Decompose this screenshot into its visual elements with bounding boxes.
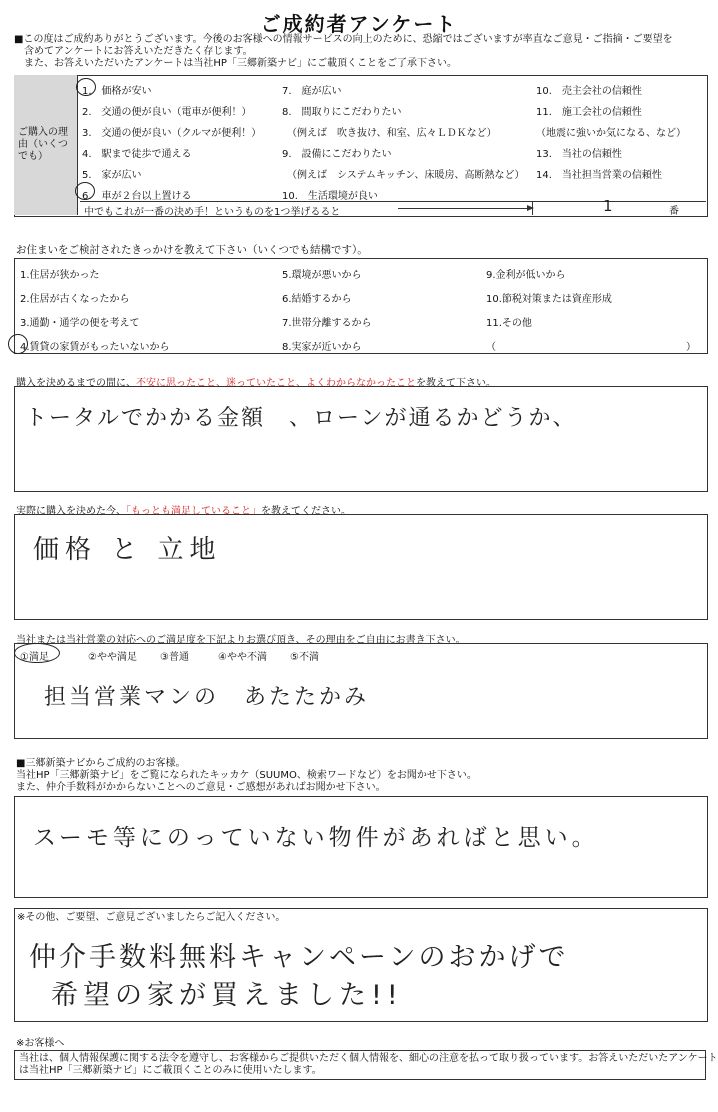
reason-item[interactable]: 7. 庭が広い [282, 86, 342, 97]
intro-line-3: また、お答えいただいたアンケートは当社HP「三郷新築ナビ」にご載頂くことをご了承下さい。 [14, 58, 457, 69]
q-satisfied-prefix: 実際に購入を決めた今、 [16, 506, 126, 517]
q-comments-answer-box[interactable] [14, 908, 708, 1022]
intro-text [14, 34, 704, 70]
triggers-question: お住まいをご検討されたきっかけを教えて下さい（いくつでも結構です）。 [16, 244, 368, 256]
q-satisfied-suffix: を教えてください。 [261, 506, 351, 517]
selection-circle-mark [75, 182, 95, 200]
q-source-line-2: 当社HP「三郷新築ナビ」をご覧になられたキッカケ（SUUMO、検索ワードなど）をお聞かせ下さい。 [16, 770, 477, 781]
arrow-right-icon [398, 208, 528, 209]
q-concerns-suffix: を教えて下さい。 [416, 378, 496, 389]
reason-item[interactable]: 10. 売主会社の信頼性 [536, 86, 642, 97]
trigger-item[interactable]: 11.その他 [486, 318, 532, 329]
trigger-item[interactable]: 8.実家が近いから [282, 342, 362, 353]
q-concerns-answer-box[interactable] [14, 386, 708, 492]
reason-item[interactable]: 11. 施工会社の信頼性 [536, 107, 642, 118]
reason-item: （例えば システムキッチン、床暖房、高断熱など） [282, 170, 525, 181]
q-source-answer-box[interactable] [14, 796, 708, 898]
footer-heading: ※お客様へ [16, 1038, 65, 1049]
footer-notice [14, 1050, 718, 1080]
q-source-line-1: ■三郷新築ナビからご成約のお客様。 [16, 758, 186, 769]
page-title: ご成約者アンケート [260, 12, 458, 36]
q-rating-answer: 担当営業マンの あたたかみ [44, 685, 370, 710]
q-source-answer: スーモ等にのっていない物件があればと思い。 [33, 825, 599, 851]
q-source-question [16, 758, 706, 794]
reason-item[interactable]: 9. 設備にこだわりたい [282, 149, 392, 160]
reason-item[interactable]: 6. 車が２台以上置ける [82, 191, 192, 202]
reason-item[interactable]: 1. 価格が安い [82, 86, 152, 97]
decisive-reason-unit: 番 [669, 206, 679, 217]
decisive-reason-row [80, 197, 706, 218]
decisive-reason-field[interactable] [532, 197, 707, 217]
rating-option[interactable]: ⑤不満 [290, 652, 319, 663]
q-concerns-highlight: 不安に思ったこと、迷っていたこと、よくわからなかったこと [136, 378, 416, 389]
q-rating-question: 当社または当社営業の対応へのご満足度を下記よりお選び頂き、その理由をご自由にお書き下さい。 [16, 635, 466, 646]
trigger-item[interactable]: 6.結婚するから [282, 294, 352, 305]
trigger-item[interactable]: 2.住居が古くなったから [20, 294, 130, 305]
trigger-item[interactable]: 9.金利が低いから [486, 270, 566, 281]
footer-line-1: 当社は、個人情報保護に関する法令を遵守し、お客様からご提供いただく個人情報を、細心の注意を払って取り扱っています。お答えいただいたアンケート [19, 1053, 718, 1064]
q-comments-answer-line-1: 仲介手数料無料キャンペーンのおかげで [29, 942, 569, 973]
reason-item[interactable]: 2. 交通の便が良い（電車が便利！） [82, 107, 252, 118]
trigger-item[interactable]: 4.賃貸の家賃がもったいないから [20, 342, 170, 353]
reason-item[interactable]: 5. 家が広い [82, 170, 142, 181]
purchase-reasons-label-cell [14, 75, 78, 215]
trigger-other-field[interactable]: （ ） [486, 342, 696, 353]
decisive-reason-value: 1 [603, 197, 613, 215]
q-source-line-3: また、仲介手数料がかからないことへのご意見・ご感想があればお聞かせ下さい。 [16, 782, 386, 793]
selection-circle-mark [14, 643, 60, 663]
reason-item[interactable]: 4. 駅まで徒歩で通える [82, 149, 192, 160]
purchase-reasons-label: ご購入の理由（いくつでも） [18, 127, 68, 162]
reason-item[interactable]: 13. 当社の信頼性 [536, 149, 622, 160]
q-satisfied-highlight: 「もっとも満足していること」 [126, 506, 261, 517]
selection-circle-mark [76, 78, 96, 96]
q-comments-answer-line-2: 希望の家が買えました!! [51, 980, 403, 1011]
q-satisfied-answer-box[interactable] [14, 514, 708, 620]
trigger-item[interactable]: 3.通勤・通学の便を考えて [20, 318, 140, 329]
reason-item: （例えば 吹き抜け、和室、広々ＬＤＫなど） [282, 128, 497, 139]
trigger-item[interactable]: 10.節税対策または資産形成 [486, 294, 612, 305]
footer-line-2: は当社HP「三郷新築ナビ」にご載頂くことのみに使用いたします。 [19, 1065, 322, 1076]
selection-circle-mark [8, 334, 28, 354]
rating-option[interactable]: ②やや満足 [88, 652, 137, 663]
q-concerns-answer: トータルでかかる金額 、ローンが通るかどうか、 [25, 406, 577, 431]
rating-option[interactable]: ④やや不満 [218, 652, 267, 663]
trigger-item[interactable]: 5.環境が悪いから [282, 270, 362, 281]
reason-item[interactable]: 14. 当社担当営業の信頼性 [536, 170, 662, 181]
intro-line-1: ■この度はご成約ありがとうございます。今後のお客様への情報サービスの向上のために、恐縮ではございますが率直なご意見・ご指摘・ご要望を [14, 34, 673, 45]
decisive-reason-label: 中でもこれが一番の決め手！というものを1つ挙げるると [84, 207, 341, 218]
trigger-item[interactable]: 1.住居が狭かった [20, 270, 100, 281]
intro-line-2: 含めてアンケートにお答えいただきたく存じます。 [14, 46, 253, 57]
q-comments-question: ※その他、ご要望、ご意見ございましたらご記入ください。 [17, 912, 286, 923]
reason-item: （地震に強いか気になる、など） [536, 128, 686, 139]
reason-item[interactable]: 10. 生活環境が良い [282, 191, 378, 202]
rating-option[interactable]: ①満足 [20, 652, 49, 663]
q-satisfied-answer: 価格 と 立地 [33, 535, 222, 565]
q-concerns-prefix: 購入を決めるまでの間に、 [16, 378, 136, 389]
trigger-item[interactable]: 7.世帯分離するから [282, 318, 372, 329]
reason-item[interactable]: 8. 間取りにこだわりたい [282, 107, 402, 118]
reason-item[interactable]: 3. 交通の便が良い（クルマが便利！） [82, 128, 262, 139]
rating-option[interactable]: ③普通 [160, 652, 189, 663]
